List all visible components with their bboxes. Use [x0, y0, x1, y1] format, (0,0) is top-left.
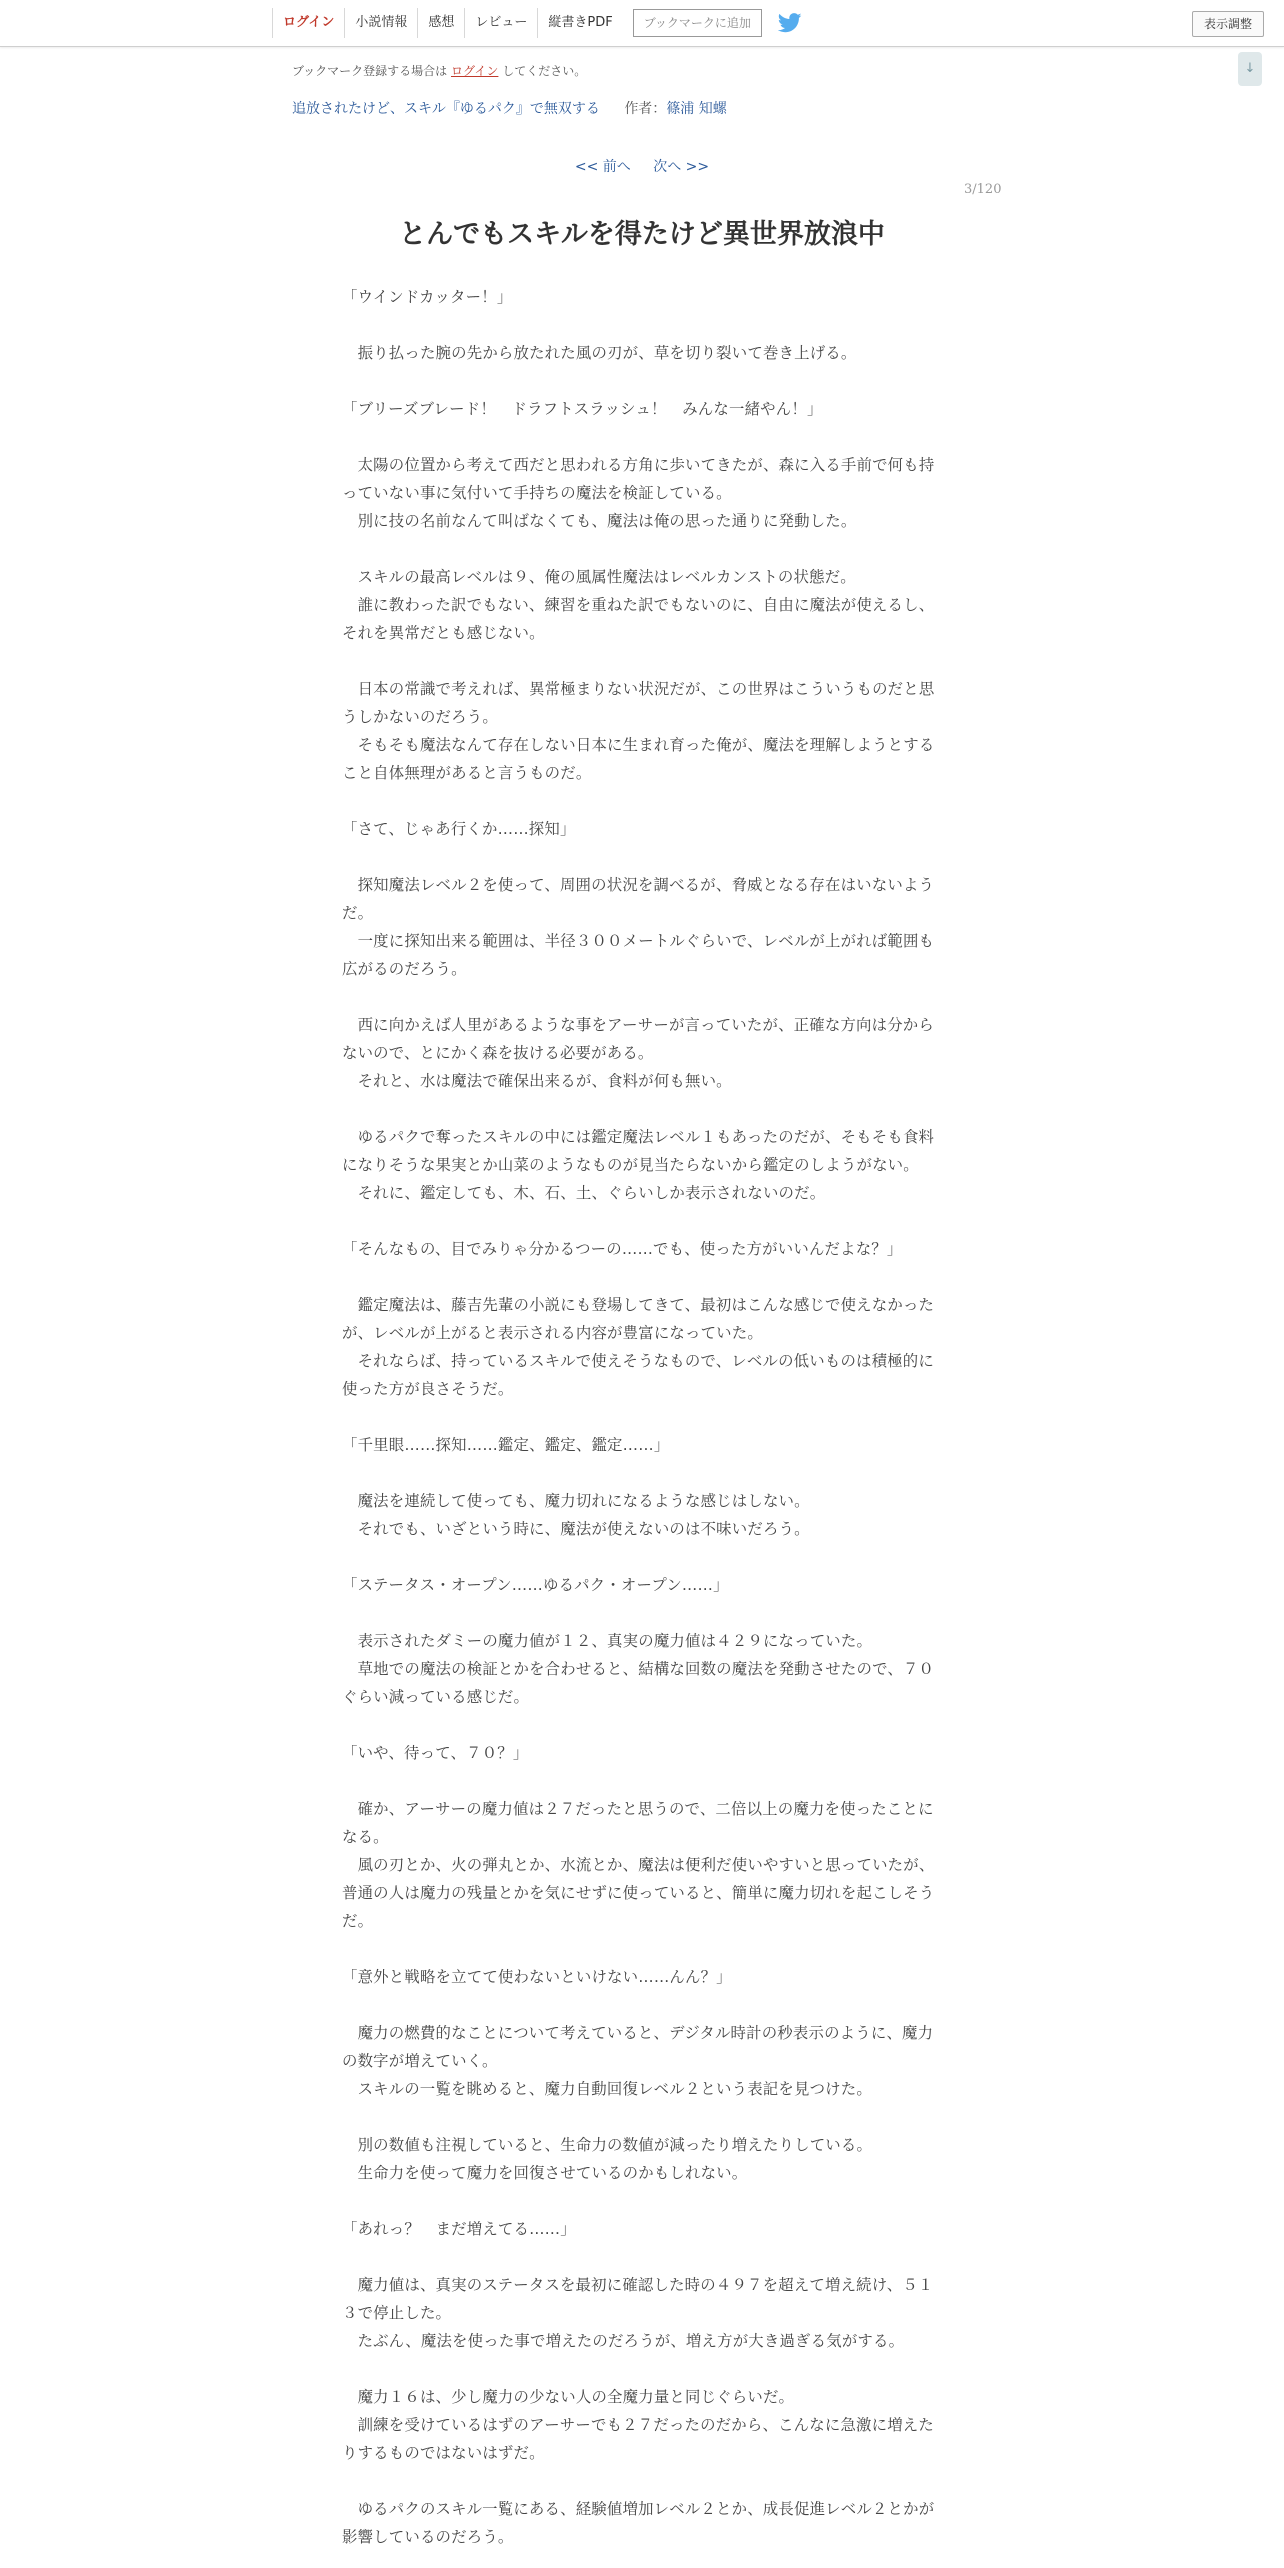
novel-title-link[interactable]: 追放されたけど、スキル『ゆるパク』で無双する — [292, 101, 600, 117]
nav-login-link[interactable]: ログイン — [272, 8, 344, 38]
text-line: スキルの最高レベルは９、俺の風属性魔法はレベルカンストの状態だ。 — [342, 568, 856, 586]
blank-line — [342, 843, 938, 871]
login-notice-before: ブックマーク登録する場合は — [292, 64, 448, 78]
blank-line — [342, 1767, 938, 1795]
main-nav — [272, 8, 804, 38]
prev-chapter-link[interactable]: << 前へ — [574, 159, 631, 175]
text-line: 振り払った腕の先から放たれた風の刃が、草を切り裂いて巻き上げる。 — [342, 344, 857, 362]
blank-line — [342, 1543, 938, 1571]
chapter-title: とんでもスキルを得たけど異世界放浪中 — [399, 219, 885, 250]
text-line: 別に技の名前なんて叫ばなくても、魔法は俺の思った通りに発動した。 — [342, 512, 857, 530]
blank-line — [342, 1403, 938, 1431]
display-settings-button[interactable]: 表示調整 — [1192, 11, 1264, 37]
text-line: ゆるパクで奪ったスキルの中には鑑定魔法レベル１もあったのだが、そもそも食料になりそうな果実とか山菜のようなものが見当たらないから鑑定のしようがない。 — [342, 1128, 935, 1174]
text-line: 生命力を使って魔力を回復させているのかもしれない。 — [342, 2164, 748, 2182]
text-line: ゆるパクのスキル一覧にある、経験値増加レベル２とか、成長促進レベル２とかが影響しているのだろう。 — [342, 2500, 935, 2546]
text-line: 西に向かえば人里があるような事をアーサーが言っていたが、正確な方向は分からないので、とにかく森を抜ける必要がある。 — [342, 1016, 934, 1062]
text-line: 魔法を連続して使っても、魔力切れになるような感じはしない。 — [342, 1492, 810, 1510]
text-line: 「ブリーズブレード！ ドラフトスラッシュ！ みんな一緒やん！」 — [342, 400, 823, 418]
nav-review-link[interactable]: レビュー — [464, 8, 537, 38]
novel-body-text — [342, 283, 938, 2551]
blank-line — [342, 983, 938, 1011]
novel-info-line — [292, 98, 727, 118]
text-line: そもそも魔法なんて存在しない日本に生まれ育った俺が、魔法を理解しようとすること自体無理があると言うものだ。 — [342, 736, 935, 782]
blank-line — [342, 1991, 938, 2019]
blank-line — [342, 2103, 938, 2131]
blank-line — [342, 2355, 938, 2383]
text-line: 一度に探知出来る範囲は、半径３００メートルぐらいで、レベルが上がれば範囲も広がるのだろう。 — [342, 932, 935, 978]
top-bar — [0, 0, 1284, 47]
text-line: 「あれっ？ まだ増えてる……」 — [342, 2220, 576, 2238]
blank-line — [342, 1459, 938, 1487]
scroll-down-arrow-icon[interactable]: ↓ — [1238, 52, 1262, 86]
login-notice-link[interactable]: ログイン — [451, 64, 499, 78]
blank-line — [342, 2187, 938, 2215]
blank-line — [342, 1935, 938, 1963]
nav-novel-info-link[interactable]: 小説情報 — [344, 8, 417, 38]
text-line: 「そんなもの、目でみりゃ分かるつーの……でも、使った方がいいんだよな？」 — [342, 1240, 903, 1258]
author-link[interactable]: 篠浦 知螺 — [666, 101, 727, 117]
login-notice-after: してください。 — [502, 64, 587, 78]
blank-line — [342, 535, 938, 563]
text-line: 確か、アーサーの魔力値は２７だったと思うので、二倍以上の魔力を使ったことになる。 — [342, 1800, 934, 1846]
blank-line — [342, 1095, 938, 1123]
text-line: 「意外と戦略を立てて使わないといけない……んん？」 — [342, 1968, 732, 1986]
text-line: 別の数値も注視していると、生命力の数値が減ったり増えたりしている。 — [342, 2136, 873, 2154]
chapter-pager — [0, 156, 1284, 176]
add-bookmark-button[interactable]: ブックマークに追加 — [633, 9, 762, 37]
text-line: スキルの一覧を眺めると、魔力自動回復レベル２という表記を見つけた。 — [342, 2080, 872, 2098]
text-line: 魔力の燃費的なことについて考えていると、デジタル時計の秒表示のように、魔力の数字が増えていく。 — [342, 2024, 934, 2070]
text-line: 風の刃とか、火の弾丸とか、水流とか、魔法は便利だ使いやすいと思っていたが、普通の人は魔力の残量とかを気にせずに使っていると、簡単に魔力切れを起こしそうだ。 — [342, 1856, 935, 1930]
author-label: 作者： — [624, 101, 667, 117]
blank-line — [342, 2467, 938, 2495]
blank-line — [342, 311, 938, 339]
text-line: 鑑定魔法は、藤吉先輩の小説にも登場してきて、最初はこんな感じで使えなかったが、レベルが上がると表示される内容が豊富になっていた。 — [342, 1296, 935, 1342]
blank-line — [342, 1207, 938, 1235]
text-line: 「ウインドカッター！」 — [342, 288, 513, 306]
next-chapter-link[interactable]: 次へ >> — [653, 159, 710, 175]
text-line: 魔力値は、真実のステータスを最初に確認した時の４９７を超えて増え続け、５１３で停止した。 — [342, 2276, 934, 2322]
blank-line — [342, 1599, 938, 1627]
text-line: それに、鑑定しても、木、石、土、ぐらいしか表示されないのだ。 — [342, 1184, 826, 1202]
text-line: 「さて、じゃあ行くか……探知」 — [342, 820, 576, 838]
text-line: それならば、持っているスキルで使えそうなもので、レベルの低いものは積極的に使った方が良さそうだ。 — [342, 1352, 934, 1398]
text-line: たぶん、魔法を使った事で増えたのだろうが、増え方が大き過ぎる気がする。 — [342, 2332, 905, 2350]
text-line: 探知魔法レベル２を使って、周囲の状況を調べるが、脅威となる存在はいないようだ。 — [342, 876, 935, 922]
text-line: 太陽の位置から考えて西だと思われる方角に歩いてきたが、森に入る手前で何も持っていない事に気付いて手持ちの魔法を検証している。 — [342, 456, 935, 502]
text-line: それでも、いざという時に、魔法が使えないのは不味いだろう。 — [342, 1520, 810, 1538]
blank-line — [342, 2243, 938, 2271]
blank-line — [342, 1711, 938, 1739]
text-line: 誰に教わった訳でもない、練習を重ねた訳でもないのに、自由に魔法が使えるし、それを異常だとも感じない。 — [342, 596, 935, 642]
blank-line — [342, 367, 938, 395]
text-line: 訓練を受けているはずのアーサーでも２７だったのだから、こんなに急激に増えたりするものではないはずだ。 — [342, 2416, 934, 2462]
text-line: 表示されたダミーの魔力値が１２、真実の魔力値は４２９になっていた。 — [342, 1632, 873, 1650]
login-notice — [292, 62, 586, 79]
text-line: 日本の常識で考えれば、異常極まりない状況だが、この世界はこういうものだと思うしかないのだろう。 — [342, 680, 935, 726]
text-line: 草地での魔法の検証とかを合わせると、結構な回数の魔法を発動させたので、７０ぐらい減っている感じだ。 — [342, 1660, 935, 1706]
twitter-icon[interactable] — [778, 12, 804, 34]
blank-line — [342, 787, 938, 815]
text-line: 「千里眼……探知……鑑定、鑑定、鑑定……」 — [342, 1436, 670, 1454]
text-line: 魔力１６は、少し魔力の少ない人の全魔力量と同じぐらいだ。 — [342, 2388, 795, 2406]
blank-line — [342, 647, 938, 675]
blank-line — [342, 1263, 938, 1291]
nav-vertical-pdf-link[interactable]: 縦書きPDF — [537, 8, 622, 38]
page-number: 3/120 — [964, 182, 1002, 197]
text-line: 「いや、待って、７０？」 — [342, 1744, 529, 1762]
blank-line — [342, 423, 938, 451]
nav-impressions-link[interactable]: 感想 — [417, 8, 464, 38]
text-line: 「ステータス・オープン……ゆるパク・オープン……」 — [342, 1576, 729, 1594]
text-line: それと、水は魔法で確保出来るが、食料が何も無い。 — [342, 1072, 732, 1090]
